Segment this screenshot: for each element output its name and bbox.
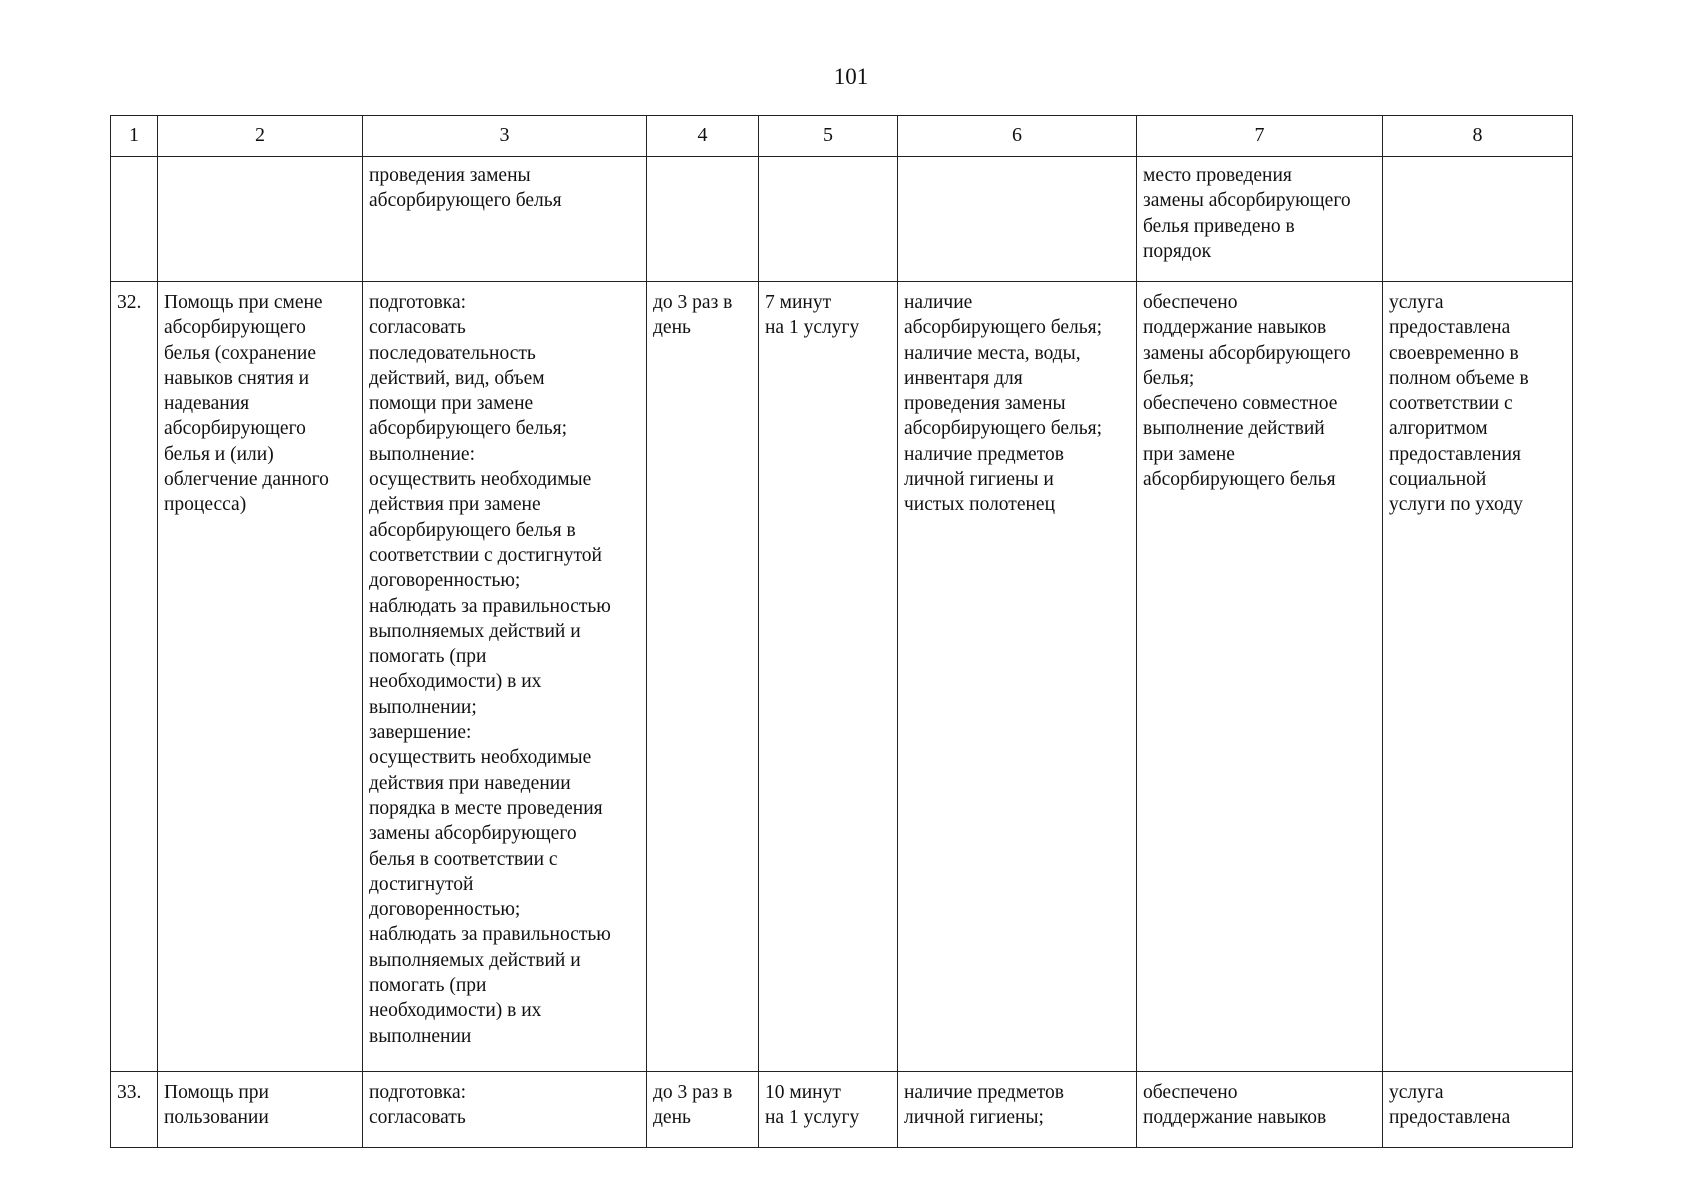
page-number: 101 (833, 64, 869, 89)
service-name-cell (158, 157, 363, 282)
table-row (111, 282, 1573, 1072)
service-content-cell: подготовка: согласовать (363, 1072, 647, 1148)
quality-cell: услуга предоставлена (1383, 1072, 1573, 1148)
duration-cell: 10 минут на 1 услугу (759, 1072, 898, 1148)
conditions-cell: наличие абсорбирующего белья; наличие места, воды, инвентаря для проведения замены абсорбирующего белья; наличие предметов личной гигиены и чистых полотенец (898, 282, 1137, 1072)
row-number-cell (111, 157, 158, 282)
column-header: 5 (759, 116, 898, 157)
conditions-cell (898, 157, 1137, 282)
result-cell: место проведения замены абсорбирующего белья приведено в порядок (1137, 157, 1383, 282)
service-content-cell: проведения замены абсорбирующего белья (363, 157, 647, 282)
result-cell: обеспечено поддержание навыков замены абсорбирующего белья; обеспечено совместное выполнение действий при замене абсорбирующего белья (1137, 282, 1383, 1072)
frequency-cell: до 3 раз в день (647, 1072, 759, 1148)
services-table (110, 115, 1573, 1148)
table-header-row (111, 116, 1573, 157)
duration-cell: 7 минут на 1 услугу (759, 282, 898, 1072)
column-header: 2 (158, 116, 363, 157)
column-header: 8 (1383, 116, 1573, 157)
quality-cell: услуга предоставлена своевременно в полном объеме в соответствии с алгоритмом предоставления социальной услуги по уходу (1383, 282, 1573, 1072)
table-row (111, 1072, 1573, 1148)
frequency-cell (647, 157, 759, 282)
duration-cell (759, 157, 898, 282)
column-header: 4 (647, 116, 759, 157)
row-number-cell: 32. (111, 282, 158, 1072)
result-cell: обеспечено поддержание навыков (1137, 1072, 1383, 1148)
column-header: 3 (363, 116, 647, 157)
quality-cell (1383, 157, 1573, 282)
column-header: 1 (111, 116, 158, 157)
column-header: 7 (1137, 116, 1383, 157)
service-name-cell: Помощь при смене абсорбирующего белья (сохранение навыков снятия и надевания абсорбирующего белья и (или) облегчение данного процесса) (158, 282, 363, 1072)
conditions-cell: наличие предметов личной гигиены; (898, 1072, 1137, 1148)
row-number-cell: 33. (111, 1072, 158, 1148)
service-name-cell: Помощь при пользовании (158, 1072, 363, 1148)
frequency-cell: до 3 раз в день (647, 282, 759, 1072)
table-row (111, 157, 1573, 282)
service-content-cell: подготовка: согласовать последовательность действий, вид, объем помощи при замене абсорбирующего белья; выполнение: осуществить необходимые действия при замене абсорбирующего белья в соответствии с достигнутой договоренностью; наблюдать за правильностью выполняемых действий и помогать (при необходимости) в их выполнении; завершение: осуществить необходимые действия при наведении порядка в месте проведения замены абсорбирующего белья в соответствии с достигнутой договоренностью; наблюдать за правильностью выполняемых действий и помогать (при необходимости) в их выполнении (363, 282, 647, 1072)
column-header: 6 (898, 116, 1137, 157)
